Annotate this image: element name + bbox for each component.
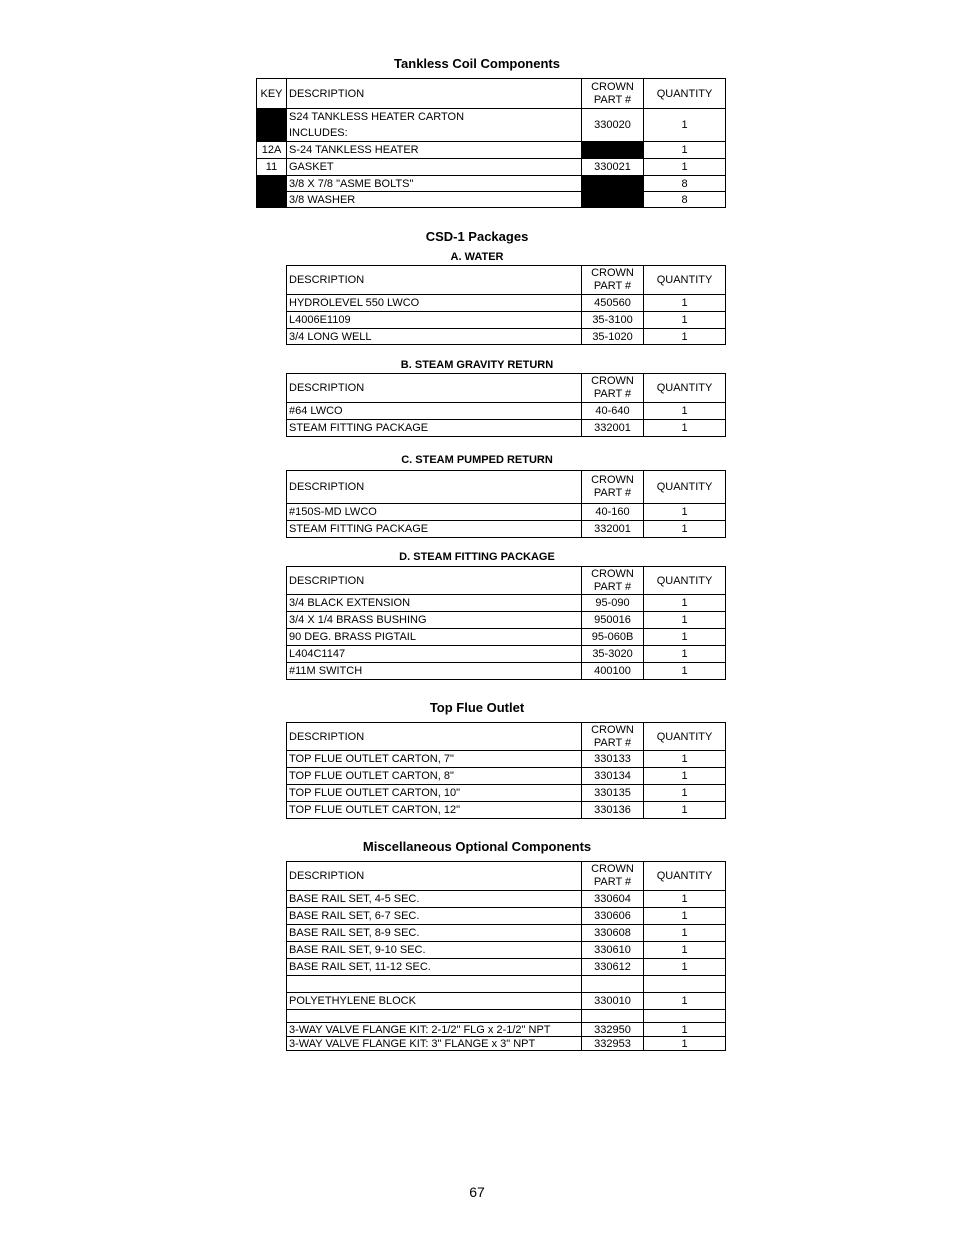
table-header-row (287, 567, 726, 595)
quantity-cell: 1 (644, 295, 726, 312)
description-header: DESCRIPTION (287, 79, 582, 109)
table-row (287, 646, 726, 663)
table-row (257, 192, 726, 208)
description-header: DESCRIPTION (287, 374, 582, 403)
description-cell: POLYETHYLENE BLOCK (287, 993, 582, 1010)
table-header-row (287, 471, 726, 504)
part-cell: 330604 (582, 891, 644, 908)
fitting-subtitle: D. STEAM FITTING PACKAGE (399, 551, 555, 563)
table-header-row (287, 723, 726, 751)
part-header: CROWN PART # (582, 266, 644, 295)
flue-title: Top Flue Outlet (429, 700, 525, 715)
description-cell: 3-WAY VALVE FLANGE KIT: 3" FLANGE x 3" NPT (287, 1037, 582, 1051)
quantity-cell: 1 (644, 768, 726, 785)
table-row (287, 942, 726, 959)
description-cell: TOP FLUE OUTLET CARTON, 7" (287, 751, 582, 768)
description-cell: HYDROLEVEL 550 LWCO (287, 295, 582, 312)
table-row (287, 891, 726, 908)
part-cell: 35-3020 (582, 646, 644, 663)
description-header: DESCRIPTION (287, 266, 582, 295)
table-row (287, 751, 726, 768)
table-row (287, 629, 726, 646)
quantity-cell: 1 (644, 959, 726, 976)
part-cell: 330133 (582, 751, 644, 768)
description-cell: 3-WAY VALVE FLANGE KIT: 2-1/2" FLG x 2-1/2" NPT (287, 1023, 582, 1037)
description-cell: TOP FLUE OUTLET CARTON, 8" (287, 768, 582, 785)
part-cell: 330010 (582, 993, 644, 1010)
quantity-cell: 1 (644, 629, 726, 646)
part-cell: 330610 (582, 942, 644, 959)
table-row (287, 329, 726, 345)
description-header: DESCRIPTION (287, 862, 582, 891)
description-cell: TOP FLUE OUTLET CARTON, 10" (287, 785, 582, 802)
quantity-cell: 1 (644, 142, 726, 159)
part-cell: 450560 (582, 295, 644, 312)
quantity-cell: 1 (644, 403, 726, 420)
quantity-cell: 1 (644, 159, 726, 176)
table-row (287, 663, 726, 680)
quantity-cell: 8 (644, 192, 726, 208)
table-row (287, 993, 726, 1010)
table-row (287, 504, 726, 521)
part-cell: 95-060B (582, 629, 644, 646)
key-cell: 12A (257, 142, 287, 159)
quantity-header: QUANTITY (644, 723, 726, 751)
description-cell: BASE RAIL SET, 11-12 SEC. (287, 959, 582, 976)
part-cell (582, 1010, 644, 1023)
part-header: CROWN PART # (582, 862, 644, 891)
key-cell (257, 176, 287, 192)
part-cell: 35-3100 (582, 312, 644, 329)
quantity-header: QUANTITY (644, 374, 726, 403)
quantity-cell: 1 (644, 329, 726, 345)
fitting-table (286, 566, 726, 680)
quantity-cell: 1 (644, 1037, 726, 1051)
quantity-cell: 1 (644, 785, 726, 802)
page-number: 67 (469, 1184, 485, 1200)
table-row (287, 521, 726, 538)
table-row (287, 612, 726, 629)
table-row (287, 925, 726, 942)
quantity-header: QUANTITY (644, 471, 726, 504)
part-header: CROWN PART # (582, 723, 644, 751)
description-cell: 3/4 BLACK EXTENSION (287, 595, 582, 612)
description-cell: #11M SWITCH (287, 663, 582, 680)
part-cell (582, 176, 644, 192)
quantity-cell: 1 (644, 420, 726, 437)
table-header-row (287, 862, 726, 891)
description-cell: #64 LWCO (287, 403, 582, 420)
table-header-row (287, 374, 726, 403)
pumped-table (286, 470, 726, 538)
description-cell: 3/4 LONG WELL (287, 329, 582, 345)
tankless-title: Tankless Coil Components (394, 56, 560, 71)
description-cell: 3/8 X 7/8 "ASME BOLTS" (287, 176, 582, 192)
description-header: DESCRIPTION (287, 567, 582, 595)
quantity-cell: 1 (644, 521, 726, 538)
part-cell: 332001 (582, 420, 644, 437)
table-row (287, 1037, 726, 1051)
description-header: DESCRIPTION (287, 471, 582, 504)
description-cell (287, 976, 582, 993)
quantity-header: QUANTITY (644, 862, 726, 891)
gravity-table (286, 373, 726, 437)
table-row (257, 176, 726, 192)
table-row (287, 976, 726, 993)
part-cell: 330606 (582, 908, 644, 925)
table-row (287, 1010, 726, 1023)
part-header: CROWN PART # (582, 471, 644, 504)
table-row (287, 595, 726, 612)
quantity-cell: 1 (644, 942, 726, 959)
description-cell: STEAM FITTING PACKAGE (287, 420, 582, 437)
table-header-row (257, 79, 726, 109)
quantity-cell: 1 (644, 891, 726, 908)
quantity-cell: 1 (644, 993, 726, 1010)
description-cell: L4006E1109 (287, 312, 582, 329)
table-row (287, 420, 726, 437)
description-cell: BASE RAIL SET, 9-10 SEC. (287, 942, 582, 959)
description-cell: #150S-MD LWCO (287, 504, 582, 521)
description-cell: L404C1147 (287, 646, 582, 663)
water-table (286, 265, 726, 345)
quantity-cell: 1 (644, 109, 726, 142)
quantity-header: QUANTITY (644, 266, 726, 295)
part-cell: 330020 (582, 109, 644, 142)
description-cell: S24 TANKLESS HEATER CARTON INCLUDES: (287, 109, 582, 142)
part-header: CROWN PART # (582, 567, 644, 595)
quantity-cell: 1 (644, 312, 726, 329)
table-row (287, 295, 726, 312)
quantity-cell: 1 (644, 751, 726, 768)
table-row (287, 959, 726, 976)
part-cell: 95-090 (582, 595, 644, 612)
description-cell: BASE RAIL SET, 4-5 SEC. (287, 891, 582, 908)
key-header: KEY (257, 79, 287, 109)
quantity-cell: 1 (644, 646, 726, 663)
pumped-subtitle: C. STEAM PUMPED RETURN (401, 454, 553, 466)
table-row (257, 142, 726, 159)
description-cell: 3/8 WASHER (287, 192, 582, 208)
csd-title: CSD-1 Packages (425, 229, 529, 244)
quantity-cell (644, 976, 726, 993)
description-cell (287, 1010, 582, 1023)
description-cell: BASE RAIL SET, 8-9 SEC. (287, 925, 582, 942)
part-cell: 950016 (582, 612, 644, 629)
quantity-cell: 1 (644, 612, 726, 629)
table-row (287, 1023, 726, 1037)
quantity-cell: 1 (644, 908, 726, 925)
part-cell: 330608 (582, 925, 644, 942)
part-cell: 330134 (582, 768, 644, 785)
description-cell: TOP FLUE OUTLET CARTON, 12" (287, 802, 582, 819)
quantity-header: QUANTITY (644, 567, 726, 595)
part-cell: 40-160 (582, 504, 644, 521)
description-header: DESCRIPTION (287, 723, 582, 751)
description-cell: 90 DEG. BRASS PIGTAIL (287, 629, 582, 646)
quantity-header: QUANTITY (644, 79, 726, 109)
description-cell: 3/4 X 1/4 BRASS BUSHING (287, 612, 582, 629)
misc-title: Miscellaneous Optional Components (362, 839, 592, 854)
part-cell (582, 192, 644, 208)
description-cell: S-24 TANKLESS HEATER (287, 142, 582, 159)
part-header: CROWN PART # (582, 374, 644, 403)
table-header-row (287, 266, 726, 295)
table-row (257, 109, 726, 142)
quantity-cell: 1 (644, 925, 726, 942)
part-cell: 330135 (582, 785, 644, 802)
key-cell (257, 192, 287, 208)
table-row (287, 768, 726, 785)
part-cell: 40-640 (582, 403, 644, 420)
table-row (287, 403, 726, 420)
quantity-cell: 1 (644, 595, 726, 612)
description-cell: BASE RAIL SET, 6-7 SEC. (287, 908, 582, 925)
part-cell: 330136 (582, 802, 644, 819)
key-cell: 11 (257, 159, 287, 176)
part-cell: 332953 (582, 1037, 644, 1051)
part-cell: 330021 (582, 159, 644, 176)
part-cell: 332950 (582, 1023, 644, 1037)
tankless-table (256, 78, 726, 208)
quantity-cell: 1 (644, 663, 726, 680)
quantity-cell: 1 (644, 1023, 726, 1037)
part-cell: 35-1020 (582, 329, 644, 345)
quantity-cell: 1 (644, 802, 726, 819)
table-row (257, 159, 726, 176)
table-row (287, 802, 726, 819)
part-cell: 330612 (582, 959, 644, 976)
water-subtitle: A. WATER (450, 251, 504, 263)
misc-table (286, 861, 726, 1051)
part-header: CROWN PART # (582, 79, 644, 109)
quantity-cell: 8 (644, 176, 726, 192)
quantity-cell (644, 1010, 726, 1023)
table-row (287, 785, 726, 802)
part-cell (582, 976, 644, 993)
part-cell: 400100 (582, 663, 644, 680)
key-cell (257, 109, 287, 142)
table-row (287, 908, 726, 925)
part-cell: 332001 (582, 521, 644, 538)
gravity-subtitle: B. STEAM GRAVITY RETURN (400, 359, 554, 371)
flue-table (286, 722, 726, 819)
description-cell: STEAM FITTING PACKAGE (287, 521, 582, 538)
quantity-cell: 1 (644, 504, 726, 521)
part-cell (582, 142, 644, 159)
description-cell: GASKET (287, 159, 582, 176)
table-row (287, 312, 726, 329)
